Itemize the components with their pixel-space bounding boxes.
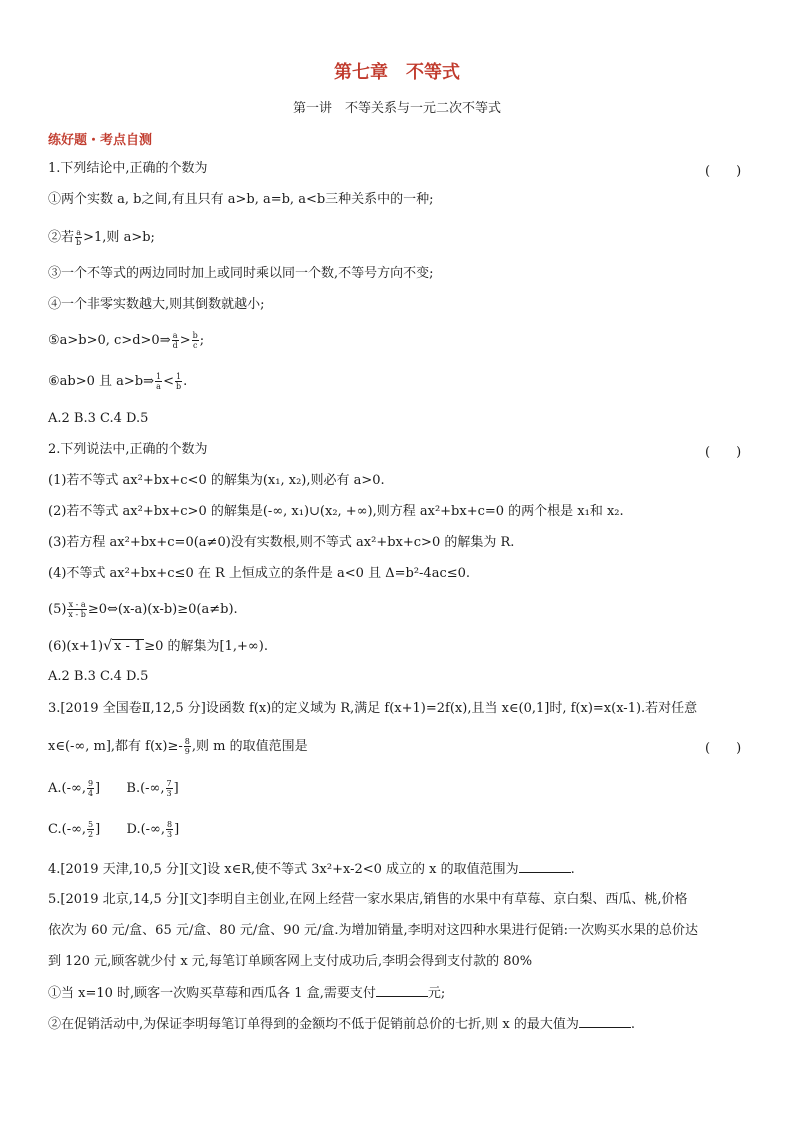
q1-s6-fraction-1 bbox=[155, 372, 162, 391]
q5-sub-1-blank[interactable] bbox=[376, 984, 428, 997]
q2-s6-radicand: x - 1 bbox=[113, 639, 143, 654]
q3-frac-num: 8 bbox=[184, 737, 190, 746]
q3-opt-a-num: 9 bbox=[87, 779, 94, 788]
q2-s5-prefix: (5) bbox=[48, 602, 67, 617]
q3-opt-d-den: 3 bbox=[167, 830, 173, 839]
q3-line-2-suffix: ,则 m 的取值范围是 bbox=[191, 739, 308, 754]
q2-s5-fraction bbox=[67, 600, 86, 619]
q1-statement-5 bbox=[48, 331, 204, 350]
q3-opt-b-num: 7 bbox=[166, 779, 172, 788]
q5-sub-2-end: . bbox=[630, 1017, 636, 1032]
q5-sub-1-text: ①当 x=10 时,顾客一次购买草莓和西瓜各 1 盒,需要支付 bbox=[48, 986, 376, 1001]
q2-statement-3: (3)若方程 ax²+bx+c=0(a≠0)没有实数根,则不等式 ax²+bx+c>0 的解集为 R. bbox=[48, 535, 515, 550]
q1-s2-prefix: ②若 bbox=[48, 230, 75, 245]
q1-s6-f2-num: 1 bbox=[176, 372, 182, 381]
q5-sub-2-text: ②在促销活动中,为保证李明每笔订单得到的金额均不低于促销前总价的七折,则 x 的最大值为 bbox=[48, 1017, 579, 1032]
q5-sub-1 bbox=[48, 984, 445, 1003]
q1-statement-6 bbox=[48, 372, 187, 391]
q3-opt-c-suffix: ] bbox=[95, 822, 101, 837]
q1-s5-prefix: ⑤a>b>0, c>d>0⇒ bbox=[48, 333, 171, 348]
q2-statement-4: (4)不等式 ax²+bx+c≤0 在 R 上恒成立的条件是 a<0 且 Δ=b²-4ac≤0. bbox=[48, 566, 471, 581]
q3-line-2-prefix: x∈(-∞, m],都有 f(x)≥- bbox=[48, 739, 183, 754]
q2-statement-5 bbox=[48, 600, 238, 619]
q2-stem: 2.下列说法中,正确的个数为 bbox=[48, 442, 208, 457]
radical-sign: √ bbox=[103, 638, 112, 654]
q1-statement-1: ①两个实数 a, b之间,有且只有 a>b, a=b, a<b三种关系中的一种; bbox=[48, 192, 434, 207]
q5-sub-2-blank[interactable] bbox=[579, 1015, 631, 1028]
q1-statement-2 bbox=[48, 228, 155, 247]
q4-answer-blank[interactable] bbox=[519, 860, 571, 873]
q3-opt-a-suffix: ] bbox=[95, 781, 101, 796]
q2-statement-1: (1)若不等式 ax²+bx+c<0 的解集为(x₁, x₂),则必有 a>0. bbox=[48, 473, 385, 488]
q5-line-1: 5.[2019 北京,14,5 分][文]李明自主创业,在网上经营一家水果店,销售的水果中有草莓、京白梨、西瓜、桃,价格 bbox=[48, 892, 688, 907]
q1-s2-fraction bbox=[75, 228, 82, 247]
q3-opt-c-fraction bbox=[87, 820, 94, 839]
q4-stem: 4.[2019 天津,10,5 分][文]设 x∈R,使不等式 3x²+x-2<0 成立的 x 的取值范围为 bbox=[48, 862, 519, 877]
q5-sub-1-end: 元; bbox=[427, 986, 446, 1001]
q1-s6-f2-den: b bbox=[176, 382, 182, 391]
q3-options-cd bbox=[48, 820, 179, 839]
q3-opt-b-suffix: ] bbox=[173, 781, 179, 796]
q3-opt-b-prefix: B.(-∞, bbox=[126, 781, 165, 796]
q3-opt-b-den: 3 bbox=[166, 789, 172, 798]
q1-s5-f1-den: d bbox=[172, 341, 178, 350]
q3-fraction bbox=[184, 737, 191, 756]
q3-opt-d-num: 8 bbox=[167, 820, 173, 829]
q2-options: A.2 B.3 C.4 D.5 bbox=[48, 669, 149, 684]
q3-answer-paren: ( ) bbox=[705, 741, 742, 756]
q4-text bbox=[48, 860, 575, 879]
q1-statement-4: ④一个非零实数越大,则其倒数就越小; bbox=[48, 297, 265, 312]
q1-stem: 1.下列结论中,正确的个数为 bbox=[48, 161, 208, 176]
q1-answer-paren: ( ) bbox=[705, 164, 742, 179]
q1-s6-prefix: ⑥ab>0 且 a>b⇒ bbox=[48, 374, 155, 389]
chapter-title: 第七章 不等式 bbox=[334, 62, 460, 83]
q3-line-1: 3.[2019 全国卷Ⅱ,12,5 分]设函数 f(x)的定义域为 R,满足 f(x+1)=2f(x),且当 x∈(0,1]时, f(x)=x(x-1).若对任意 bbox=[48, 701, 698, 716]
q2-answer-paren: ( ) bbox=[705, 445, 742, 460]
q3-frac-den: 9 bbox=[184, 747, 190, 756]
q1-s2-frac-den: b bbox=[76, 238, 82, 247]
q1-s6-fraction-2 bbox=[175, 372, 182, 391]
q3-line-2 bbox=[48, 737, 308, 756]
lesson-subtitle: 第一讲 不等关系与一元二次不等式 bbox=[292, 101, 501, 116]
q3-opt-d-prefix: D.(-∞, bbox=[126, 822, 166, 837]
q1-s6-relation: < bbox=[163, 374, 175, 389]
q1-s5-suffix: ; bbox=[199, 333, 205, 348]
q2-statement-6 bbox=[48, 637, 268, 656]
q1-s5-relation: > bbox=[179, 333, 191, 348]
q5-sub-2 bbox=[48, 1015, 635, 1034]
q5-line-2: 依次为 60 元/盒、65 元/盒、80 元/盒、90 元/盒.为增加销量,李明对这四种水果进行促销:一次购买水果的总价达 bbox=[48, 923, 698, 938]
q2-s6-suffix: ≥0 的解集为[1,+∞). bbox=[144, 639, 268, 654]
q3-opt-a-prefix: A.(-∞, bbox=[48, 781, 86, 796]
q1-s5-f2-num: b bbox=[192, 331, 198, 340]
q1-s6-suffix: . bbox=[183, 374, 188, 389]
q2-s6-prefix: (6)(x+1) bbox=[48, 639, 104, 654]
q3-opt-a-fraction bbox=[87, 779, 94, 798]
q2-s5-suffix: ≥0⇔(x-a)(x-b)≥0(a≠b). bbox=[87, 602, 238, 617]
q3-opt-d-fraction bbox=[166, 820, 173, 839]
q2-statement-2: (2)若不等式 ax²+bx+c>0 的解集是(-∞, x₁)∪(x₂, +∞),则方程 ax²+bx+c=0 的两个根是 x₁和 x₂. bbox=[48, 504, 624, 519]
q3-options-ab bbox=[48, 779, 179, 798]
section-heading: 练好题・考点自测 bbox=[48, 133, 153, 148]
q1-s6-f1-den: a bbox=[156, 382, 161, 391]
q3-opt-d-suffix: ] bbox=[174, 822, 180, 837]
q1-s5-f1-num: a bbox=[172, 331, 178, 340]
q1-s6-f1-num: 1 bbox=[156, 372, 162, 381]
q1-options: A.2 B.3 C.4 D.5 bbox=[48, 411, 149, 426]
q4-end: . bbox=[570, 862, 575, 877]
q1-s2-frac-num: a bbox=[76, 228, 81, 237]
q2-s5-frac-den: x - b bbox=[68, 610, 86, 619]
q2-s5-frac-num: x - a bbox=[68, 600, 86, 609]
q3-opt-c-num: 5 bbox=[88, 820, 94, 829]
q1-s5-fraction-1 bbox=[172, 331, 179, 350]
q3-opt-b-fraction bbox=[166, 779, 173, 798]
q1-s2-suffix: >1,则 a>b; bbox=[83, 230, 155, 245]
q3-opt-a-den: 4 bbox=[87, 789, 94, 798]
q3-opt-c-prefix: C.(-∞, bbox=[48, 822, 87, 837]
q1-s5-fraction-2 bbox=[192, 331, 199, 350]
q5-line-3: 到 120 元,顾客就少付 x 元,每笔订单顾客网上支付成功后,李明会得到支付款的 80% bbox=[48, 954, 533, 969]
q1-s5-f2-den: c bbox=[192, 341, 198, 350]
q3-opt-c-den: 2 bbox=[88, 830, 94, 839]
q1-statement-3: ③一个不等式的两边同时加上或同时乘以同一个数,不等号方向不变; bbox=[48, 266, 434, 281]
